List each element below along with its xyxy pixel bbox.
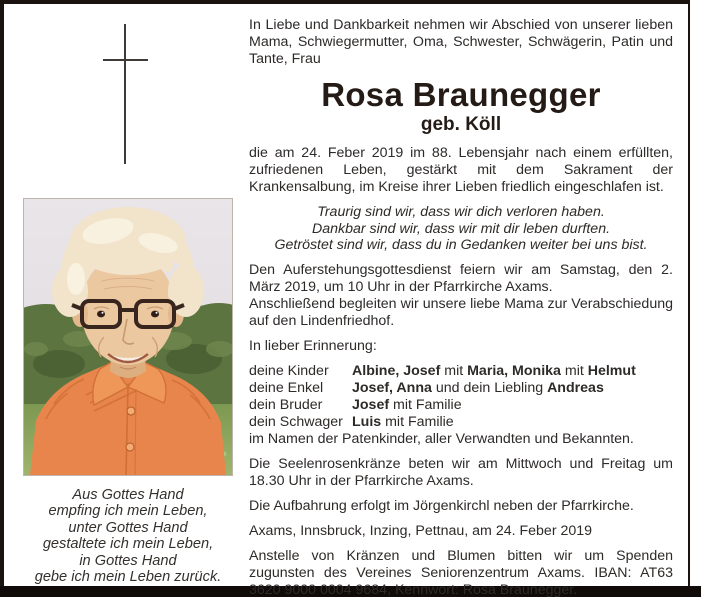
death-paragraph: die am 24. Feber 2019 im 88. Lebensjahr nach einem erfüllten, zufriedenen Leben, gestärkt mit dem Sakrament der Krankensalbung, im Kreise ihrer Lieben friedlich eingeschlafen ist. — [249, 145, 673, 195]
family-value — [352, 414, 673, 431]
deceased-name: Rosa Braunegger — [321, 76, 601, 113]
birth-name: geb. Köll — [420, 114, 502, 135]
family-footer: im Namen der Patenkinder, aller Verwandten und Bekannten. — [249, 430, 634, 447]
family-name-bold: Albine, Josef — [352, 362, 441, 379]
family-label: dein Schwager — [249, 413, 343, 430]
family-name-bold: Helmut — [587, 362, 636, 379]
family-name-bold: Josef, Anna — [352, 379, 432, 396]
family-name-bold: Luis — [352, 413, 382, 430]
text-line: Getröstet sind wir, dass du in Gedanken weiter bei uns bist. — [274, 237, 648, 254]
frame-border-right — [688, 0, 690, 590]
family-row — [249, 397, 673, 414]
text-line: Aus Gottes Hand — [72, 487, 184, 503]
cross-vertical-bar — [124, 24, 126, 164]
family-name-text: mit — [560, 362, 588, 379]
family-row — [249, 414, 673, 431]
text-line: Dankbar sind wir, dass wir mit dir leben durften. — [311, 220, 611, 237]
frame-border-top — [0, 0, 690, 4]
portrait-photo — [23, 198, 233, 476]
family-name-text: mit — [440, 362, 468, 379]
family-label: dein Bruder — [249, 396, 323, 413]
family-row — [249, 380, 673, 397]
family-name-bold: Josef — [352, 396, 390, 413]
text-line: Traurig sind wir, dass wir dich verloren haben. — [317, 204, 605, 220]
text-line: unter Gottes Hand — [68, 519, 188, 536]
donation-paragraph: Anstelle von Kränzen und Blumen bitten wir um Spenden zugunsten des Vereines Seniorenzentrum Axams. IBAN: AT63 3620 9000 0004 9684, Kennwort: Rosa Braunegger. — [249, 547, 673, 598]
family-value — [352, 363, 673, 380]
text-line: empfing ich mein Leben, — [48, 503, 208, 520]
family-name-text: mit Familie — [381, 413, 454, 430]
text-line: gebe ich mein Leben zurück. — [34, 569, 222, 586]
places-date-line: Axams, Innsbruck, Inzing, Pettnau, am 24. Feber 2019 — [249, 522, 593, 539]
family-name-text: und dein Liebling — [431, 379, 548, 396]
memorial-poem — [16, 487, 240, 585]
family-name-bold: Maria, Monika — [467, 362, 561, 379]
text-line: in Gottes Hand — [79, 552, 177, 569]
cross-horizontal-bar — [103, 59, 148, 61]
service-paragraph: Den Auferstehungsgottesdienst feiern wir am Samstag, den 2. März 2019, um 10 Uhr in der Pfarrkirche Axams. — [249, 261, 673, 295]
family-label: deine Enkel — [249, 379, 324, 396]
frame-border-left — [0, 0, 4, 592]
procession-paragraph: Anschließend begleiten wir unsere liebe Mama zur Verabschiedung auf den Lindenfriedhof. — [249, 295, 673, 329]
notice-body — [249, 17, 673, 607]
laying-out-line: Die Aufbahrung erfolgt im Jörgenkirchl neben der Pfarrkirche. — [249, 497, 634, 514]
verse-block — [249, 204, 673, 254]
family-value — [352, 397, 673, 414]
family-name-bold: Andreas — [547, 379, 604, 396]
intro-text: In Liebe und Dankbarkeit nehmen wir Abschied von unserer lieben Mama, Schwiegermutter, Oma, Schwester, Schwägerin, Patin und Tante, Frau — [249, 17, 673, 67]
cross-icon — [98, 20, 152, 168]
family-row — [249, 363, 673, 380]
family-value — [352, 380, 673, 397]
family-name-text: mit Familie — [389, 396, 462, 413]
remembrance-heading: In lieber Erinnerung: — [249, 337, 377, 354]
rosary-paragraph: Die Seelenrosenkränze beten wir am Mittwoch und Freitag um 18.30 Uhr in der Pfarrkirche Axams. — [249, 455, 673, 489]
text-line: gestaltete ich mein Leben, — [42, 536, 214, 553]
portrait-illustration — [24, 199, 232, 475]
family-list — [249, 363, 673, 431]
family-label: deine Kinder — [249, 362, 329, 379]
